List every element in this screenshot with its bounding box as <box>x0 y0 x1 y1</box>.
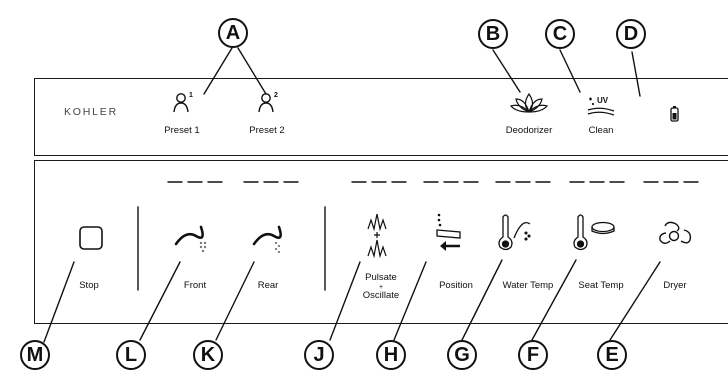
clean-label: Clean <box>588 125 614 136</box>
plus-label: + <box>378 284 384 291</box>
callout-c: C <box>545 19 575 49</box>
callout-d: D <box>616 19 646 49</box>
front-label: Front <box>183 280 207 291</box>
oscillate-label: Oscillate <box>362 290 400 301</box>
preset-2-icon <box>259 94 273 112</box>
seat-temp-label: Seat Temp <box>578 280 624 291</box>
callout-m: M <box>20 340 50 370</box>
callout-j: J <box>304 340 334 370</box>
water-temp-label: Water Temp <box>502 280 554 291</box>
callout-k: K <box>193 340 223 370</box>
callout-a: A <box>218 18 248 48</box>
preset-1-label: Preset 1 <box>164 125 200 136</box>
rear-wash-icon <box>254 227 281 253</box>
water-temp-icon <box>499 215 530 250</box>
callout-g: G <box>447 340 477 370</box>
callout-f: F <box>518 340 548 370</box>
wand-position-icon <box>437 214 460 251</box>
rear-label: Rear <box>257 280 279 291</box>
stop-square-icon <box>80 227 102 249</box>
brand-logo: KOHLER <box>64 106 118 118</box>
preset-2-badge: 2 <box>274 92 278 99</box>
front-wash-icon <box>176 227 206 252</box>
dryer-label: Dryer <box>663 280 687 291</box>
pulsate-label: Pulsate <box>365 272 397 283</box>
position-label: Position <box>439 280 473 291</box>
uv-badge: UV <box>597 96 609 105</box>
deodorizer-label: Deodorizer <box>505 125 553 136</box>
battery-icon <box>671 106 678 121</box>
stop-label: Stop <box>79 280 99 291</box>
preset-1-icon <box>174 94 188 112</box>
lotus-icon <box>511 94 547 112</box>
pulsate-oscillate-icon <box>368 214 386 256</box>
preset-1-badge: 1 <box>189 92 193 99</box>
fan-icon <box>660 222 691 243</box>
callout-l: L <box>116 340 146 370</box>
preset-2-label: Preset 2 <box>249 125 285 136</box>
callout-b: B <box>478 19 508 49</box>
callout-h: H <box>376 340 406 370</box>
seat-temp-icon <box>574 215 614 250</box>
callout-e: E <box>597 340 627 370</box>
